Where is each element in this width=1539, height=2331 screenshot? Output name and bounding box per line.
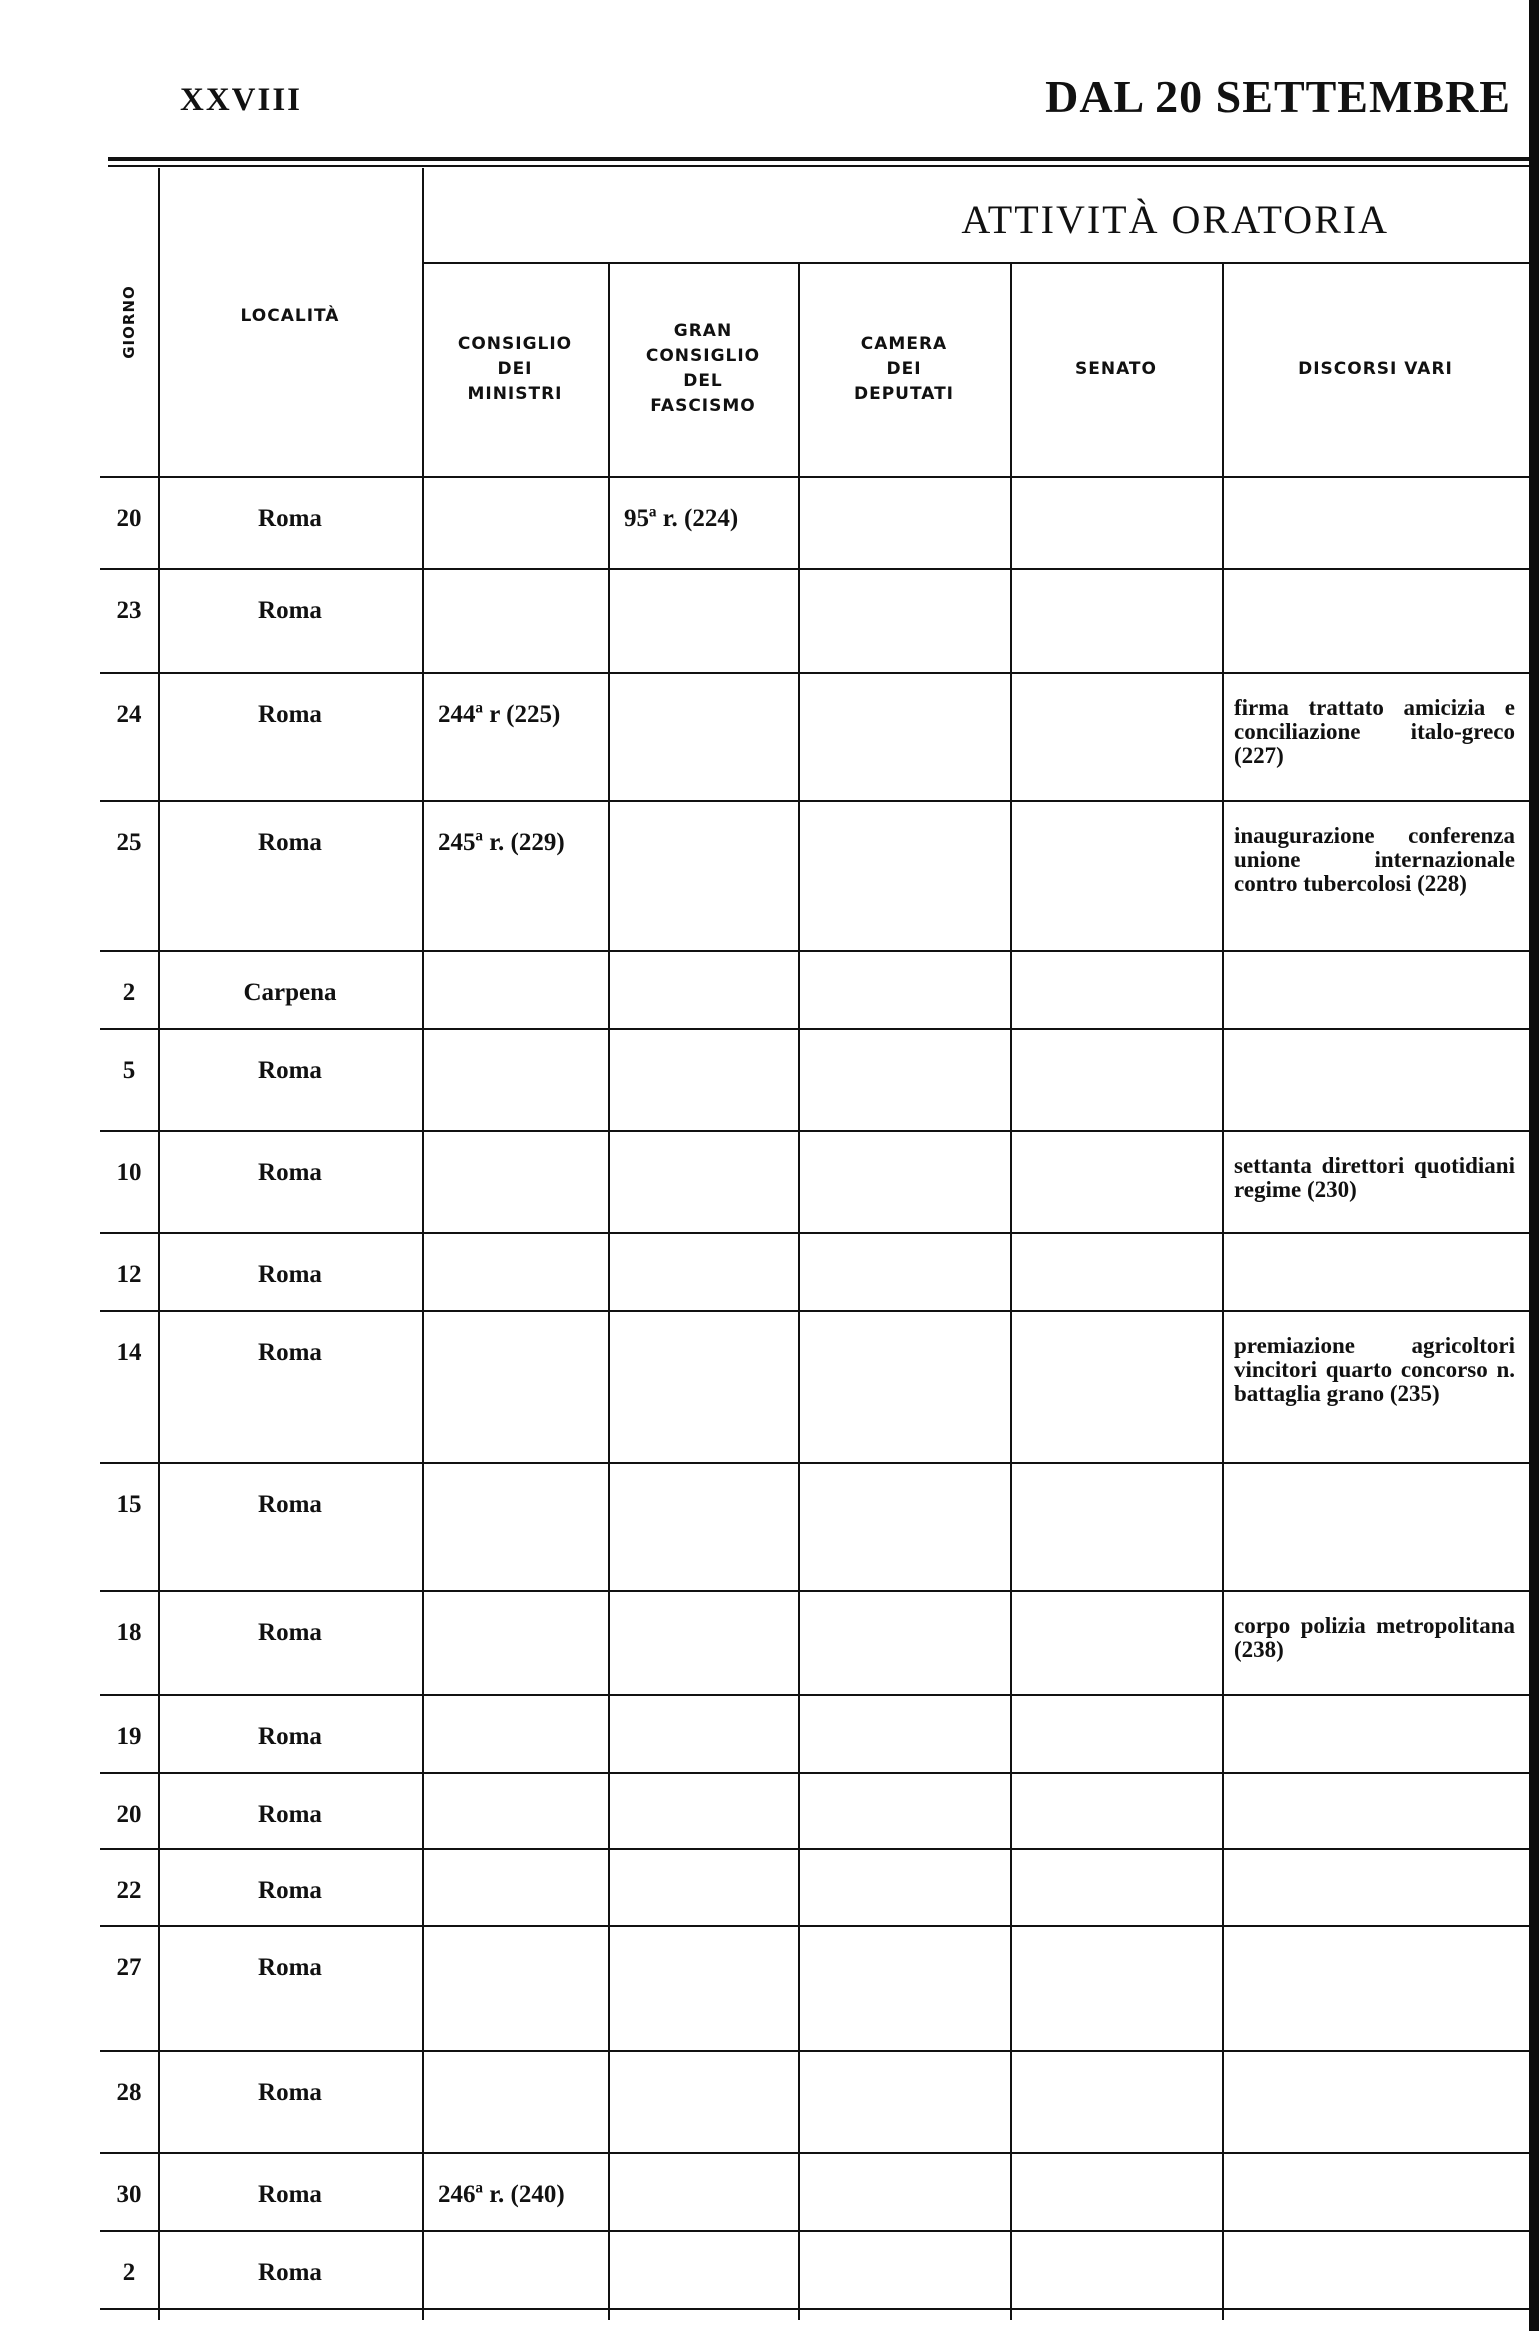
table-cell-camera xyxy=(798,1848,1010,1925)
table-cell-gran_consiglio xyxy=(608,1694,798,1772)
table-cell-camera xyxy=(798,800,1010,950)
column-header-gran_consiglio: GRAN CONSIGLIO DEL FASCISMO xyxy=(645,321,761,416)
column-header-giorno: GIORNO xyxy=(119,285,138,359)
table-cell-consiglio xyxy=(422,1590,608,1694)
table-cell-senato xyxy=(1010,1130,1222,1232)
table-cell-senato xyxy=(1010,800,1222,950)
table-cell-giorno: 2 xyxy=(122,979,136,1006)
table-cell-localita: Roma xyxy=(258,1619,322,1646)
table-cell-gran_consiglio xyxy=(608,950,798,1028)
table-cell-discorsi: premiazione agricoltori vincitori quarto concorso n. battaglia grano (235) xyxy=(1234,1333,1515,1406)
table-cell-discorsi xyxy=(1222,1772,1529,1848)
table-cell-giorno: 12 xyxy=(116,1261,142,1288)
table-cell-senato xyxy=(1010,1462,1222,1590)
table-cell-senato xyxy=(1010,2230,1222,2308)
table-cell-consiglio xyxy=(422,1694,608,1772)
table-cell-consiglio xyxy=(422,2050,608,2152)
table-cell-discorsi xyxy=(1222,1232,1529,1310)
table-cell-camera xyxy=(798,950,1010,1028)
page-right-edge xyxy=(1529,0,1539,2331)
table-cell-giorno: 19 xyxy=(116,1723,142,1750)
column-header-discorsi: DISCORSI VARI xyxy=(1298,358,1453,379)
table-cell-camera xyxy=(798,1772,1010,1848)
page-header-title: DAL 20 SETTEMBRE xyxy=(1045,71,1511,122)
table-cell-consiglio xyxy=(422,1130,608,1232)
table-cell-discorsi xyxy=(1222,2230,1529,2308)
table-cell-gran_consiglio xyxy=(608,1462,798,1590)
table-cell-giorno: 27 xyxy=(116,1954,142,1981)
table-cell-senato xyxy=(1010,476,1222,568)
table-cell-camera xyxy=(798,2230,1010,2308)
table-cell-gran_consiglio xyxy=(608,1028,798,1130)
table-cell-senato xyxy=(1010,568,1222,672)
table-cell-senato xyxy=(1010,2152,1222,2230)
table-cell-gran_consiglio xyxy=(608,568,798,672)
table-cell-camera xyxy=(798,568,1010,672)
table-cell-discorsi xyxy=(1222,1925,1529,2050)
table-cell-consiglio xyxy=(422,950,608,1028)
table-cell-discorsi xyxy=(1222,1694,1529,1772)
table-cell-senato xyxy=(1010,1590,1222,1694)
table-cell-consiglio xyxy=(422,1925,608,2050)
table-cell-discorsi xyxy=(1222,1462,1529,1590)
column-header-consiglio: CONSIGLIO DEI MINISTRI xyxy=(457,333,573,404)
table-cell-giorno: 23 xyxy=(116,597,142,624)
table-cell-localita: Roma xyxy=(258,505,322,532)
table-cell-giorno: 22 xyxy=(116,1877,142,1904)
top-rule-thin xyxy=(108,165,1539,167)
column-header-senato: SENATO xyxy=(1075,358,1157,379)
table-cell-senato xyxy=(1010,1772,1222,1848)
table-cell-giorno: 10 xyxy=(116,1159,142,1186)
table-cell-consiglio: 246ª r. (240) xyxy=(438,2181,565,2208)
table-cell-camera xyxy=(798,476,1010,568)
table-cell-consiglio xyxy=(422,476,608,568)
table-cell-localita: Roma xyxy=(258,1159,322,1186)
table-cell-consiglio xyxy=(422,1028,608,1130)
table-cell-senato xyxy=(1010,1925,1222,2050)
table-cell-discorsi: settanta direttori quotidiani regime (230) xyxy=(1234,1153,1515,1202)
table-cell-gran_consiglio xyxy=(608,1310,798,1462)
table-cell-camera xyxy=(798,2152,1010,2230)
top-rule xyxy=(108,157,1539,161)
table-cell-senato xyxy=(1010,2050,1222,2152)
table-cell-giorno: 20 xyxy=(116,505,142,532)
row-rule xyxy=(100,2308,1529,2310)
table-cell-camera xyxy=(798,672,1010,800)
table-cell-localita: Roma xyxy=(258,1723,322,1750)
table-cell-gran_consiglio xyxy=(608,1925,798,2050)
table-cell-localita: Roma xyxy=(258,1801,322,1828)
table-cell-discorsi xyxy=(1222,2050,1529,2152)
table-cell-consiglio xyxy=(422,1232,608,1310)
table-cell-consiglio xyxy=(422,1462,608,1590)
table-cell-discorsi xyxy=(1222,2152,1529,2230)
table-cell-consiglio: 245ª r. (229) xyxy=(438,829,565,856)
table-cell-gran_consiglio xyxy=(608,672,798,800)
column-header-localita: LOCALITÀ xyxy=(240,306,340,326)
table-cell-gran_consiglio: 95ª r. (224) xyxy=(624,505,739,532)
table-cell-consiglio xyxy=(422,2230,608,2308)
page-number: XXVIII xyxy=(180,82,303,118)
table-cell-consiglio xyxy=(422,568,608,672)
table-cell-consiglio xyxy=(422,1772,608,1848)
table-cell-discorsi xyxy=(1222,1848,1529,1925)
table-cell-camera xyxy=(798,1590,1010,1694)
table-cell-giorno: 18 xyxy=(116,1619,142,1646)
table-cell-gran_consiglio xyxy=(608,1232,798,1310)
table-cell-localita: Roma xyxy=(258,597,322,624)
table-cell-discorsi xyxy=(1222,476,1529,568)
table-cell-giorno: 5 xyxy=(122,1057,136,1084)
table-cell-localita: Roma xyxy=(258,2181,322,2208)
table-cell-camera xyxy=(798,1130,1010,1232)
table-cell-localita: Roma xyxy=(258,1057,322,1084)
table-cell-camera xyxy=(798,1310,1010,1462)
table-cell-camera xyxy=(798,1232,1010,1310)
table-cell-giorno: 14 xyxy=(116,1339,142,1366)
table-cell-discorsi xyxy=(1222,1028,1529,1130)
table-cell-localita: Roma xyxy=(258,829,322,856)
table-cell-giorno: 20 xyxy=(116,1801,142,1828)
table-cell-discorsi: inaugurazione conferenza unione internazionale contro tubercolosi (228) xyxy=(1234,823,1515,896)
table-cell-localita: Roma xyxy=(258,2079,322,2106)
table-cell-senato xyxy=(1010,672,1222,800)
table-cell-consiglio xyxy=(422,1848,608,1925)
table-cell-discorsi: corpo polizia metropolitana (238) xyxy=(1234,1613,1515,1662)
table-cell-localita: Roma xyxy=(258,1261,322,1288)
table-cell-consiglio: 244ª r (225) xyxy=(438,701,561,728)
table-cell-gran_consiglio xyxy=(608,1590,798,1694)
table-cell-localita: Roma xyxy=(258,1877,322,1904)
table-cell-giorno: 2 xyxy=(122,2259,136,2286)
table-cell-gran_consiglio xyxy=(608,1848,798,1925)
table-cell-consiglio xyxy=(422,1310,608,1462)
table-cell-camera xyxy=(798,2050,1010,2152)
table-cell-giorno: 28 xyxy=(116,2079,142,2106)
table-cell-discorsi xyxy=(1222,950,1529,1028)
section-title: ATTIVITÀ ORATORIA xyxy=(961,196,1389,242)
table-cell-senato xyxy=(1010,1694,1222,1772)
table-cell-localita: Carpena xyxy=(243,979,337,1006)
table-cell-giorno: 30 xyxy=(116,2181,142,2208)
table-cell-localita: Roma xyxy=(258,2259,322,2286)
table-cell-giorno: 15 xyxy=(116,1491,142,1518)
table-cell-localita: Roma xyxy=(258,1491,322,1518)
table-cell-localita: Roma xyxy=(258,701,322,728)
table-cell-giorno: 24 xyxy=(116,701,142,728)
table-cell-camera xyxy=(798,1694,1010,1772)
table-cell-discorsi: firma trattato amicizia e conciliazione italo-greco (227) xyxy=(1234,695,1515,768)
table-cell-camera xyxy=(798,1462,1010,1590)
table-cell-senato xyxy=(1010,1310,1222,1462)
table-cell-senato xyxy=(1010,950,1222,1028)
table-cell-gran_consiglio xyxy=(608,1772,798,1848)
table-cell-giorno: 25 xyxy=(116,829,142,856)
table-cell-gran_consiglio xyxy=(608,2050,798,2152)
table-cell-localita: Roma xyxy=(258,1954,322,1981)
table-cell-camera xyxy=(798,1925,1010,2050)
table-cell-camera xyxy=(798,1028,1010,1130)
table-cell-senato xyxy=(1010,1028,1222,1130)
column-header-camera: CAMERA DEI DEPUTATI xyxy=(853,333,955,404)
table-cell-discorsi xyxy=(1222,568,1529,672)
table-cell-gran_consiglio xyxy=(608,800,798,950)
table-cell-gran_consiglio xyxy=(608,2152,798,2230)
table-cell-senato xyxy=(1010,1848,1222,1925)
table-cell-senato xyxy=(1010,1232,1222,1310)
table-cell-gran_consiglio xyxy=(608,2230,798,2308)
table-cell-gran_consiglio xyxy=(608,1130,798,1232)
table-cell-localita: Roma xyxy=(258,1339,322,1366)
